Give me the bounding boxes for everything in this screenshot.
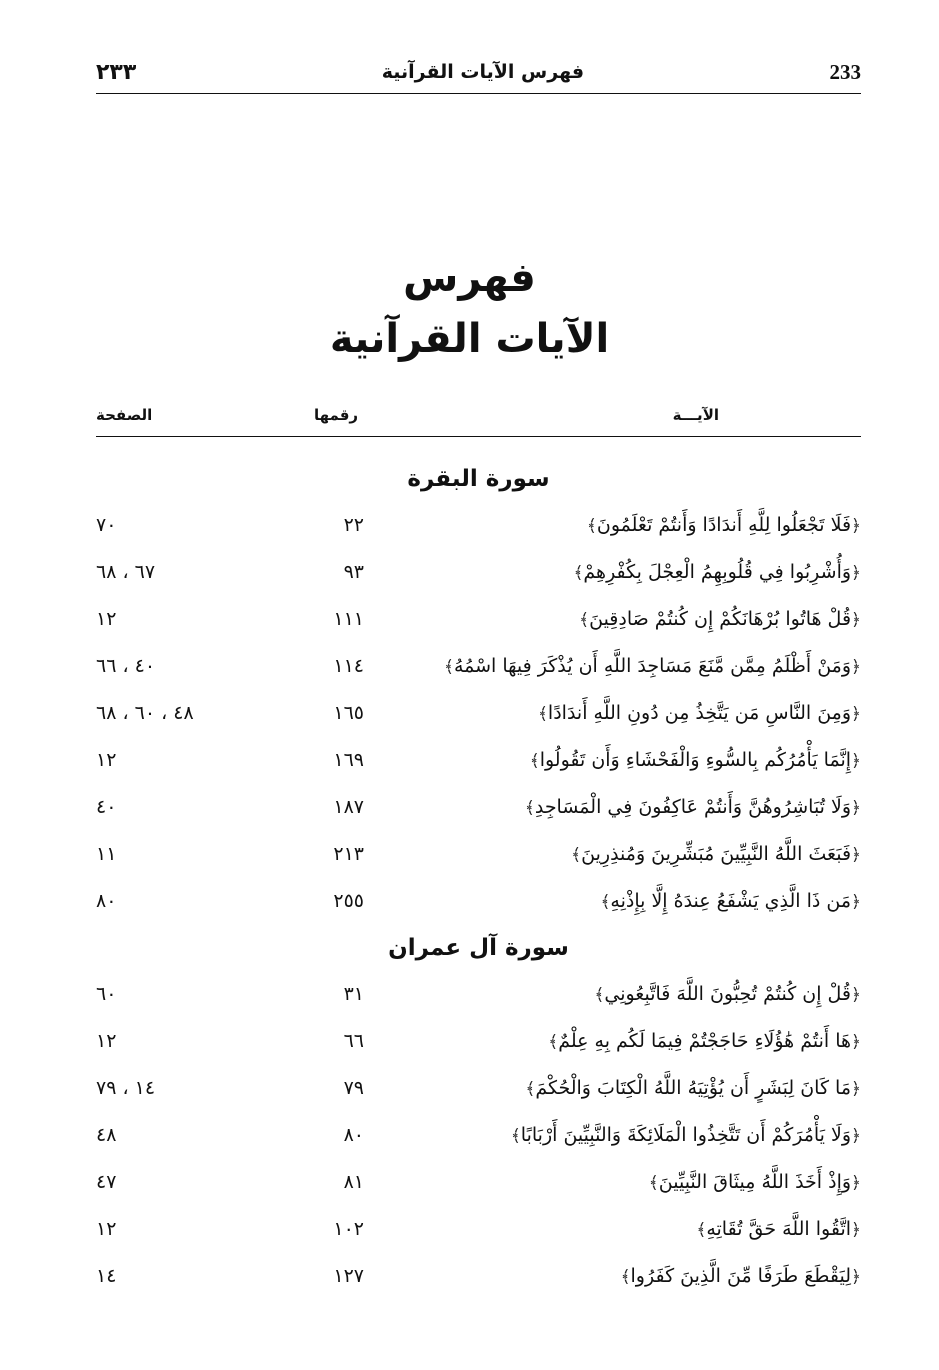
ayah-number: ١٠٢ [333, 1218, 364, 1240]
ayah-number: ٨١ [343, 1171, 364, 1193]
ayah-text [579, 596, 861, 643]
ayah-verse: وَإِذْ أَخَذَ اللَّهُ مِيثَاقَ النَّبِيِّينَ [658, 1171, 852, 1193]
page-references: ٤٠ ، ٦٦ [96, 655, 156, 677]
ornate-bracket-open-icon: ﴿ [851, 1032, 861, 1052]
surah-title: سورة البقرة [407, 466, 550, 492]
page-number-arabic: ٢٣٣ [96, 59, 137, 85]
ayah-verse: إِنَّمَا يَأْمُرُكُم بِالسُّوءِ وَالْفَحْشَاءِ وَأَن تَقُولُوا [539, 749, 852, 771]
ornate-bracket-close-icon: ﴾ [594, 985, 605, 1005]
ayah-verse: فَبَعَثَ اللَّهُ النَّبِيِّينَ مُبَشِّرِينَ وَمُنذِرِينَ [581, 843, 852, 865]
index-row [96, 502, 861, 549]
ornate-bracket-close-icon: ﴾ [620, 1267, 631, 1287]
page-references: ٧٠ [96, 514, 117, 536]
page-references: ١٢ [96, 749, 117, 771]
column-header-ayah: الآيـــة [672, 406, 719, 424]
index-row [96, 831, 861, 878]
index-row [96, 1159, 861, 1206]
ornate-bracket-open-icon: ﴿ [851, 657, 861, 677]
running-header [96, 54, 861, 90]
ayah-verse: وَلَا تُبَاشِرُوهُنَّ وَأَنتُمْ عَاكِفُونَ فِي الْمَسَاجِدِ [534, 796, 852, 818]
index-row [96, 1112, 861, 1159]
index-row [96, 549, 861, 596]
ayah-number: ١٢٧ [333, 1265, 364, 1287]
title-line-2: الآيات القرآنية [329, 316, 610, 362]
index-row [96, 971, 861, 1018]
ayah-number: ١٨٧ [333, 796, 364, 818]
ornate-bracket-open-icon: ﴿ [851, 610, 861, 630]
ornate-bracket-close-icon: ﴾ [524, 798, 535, 818]
header-rule [96, 93, 861, 94]
ornate-bracket-close-icon: ﴾ [443, 657, 454, 677]
page-references: ١٤ ، ٧٩ [96, 1077, 156, 1099]
ayah-text [525, 1065, 861, 1112]
index-row [96, 1206, 861, 1253]
index-row [96, 1253, 861, 1300]
ayah-number: ٦٦ [343, 1030, 364, 1052]
title-line-1: فهرس [403, 255, 536, 301]
page-title [0, 248, 939, 370]
ayah-text [571, 831, 861, 878]
page-references: ٤٠ [96, 796, 117, 818]
ornate-bracket-open-icon: ﴿ [851, 704, 861, 724]
page-references: ٤٧ [96, 1171, 117, 1193]
ornate-bracket-close-icon: ﴾ [696, 1220, 707, 1240]
ayah-number: ١١١ [333, 608, 364, 630]
ayah-text [444, 643, 861, 690]
page-references: ١٢ [96, 1030, 117, 1052]
ornate-bracket-open-icon: ﴿ [851, 798, 861, 818]
ayah-number: ٧٩ [343, 1077, 364, 1099]
index-row [96, 878, 861, 925]
ayah-text [525, 784, 861, 831]
ornate-bracket-open-icon: ﴿ [851, 1173, 861, 1193]
ayah-text [594, 971, 861, 1018]
ayah-text [511, 1112, 861, 1159]
index-row [96, 643, 861, 690]
ayah-text [530, 737, 861, 784]
ayah-number: ٢٢ [343, 514, 364, 536]
page-references: ٤٨ [96, 1124, 117, 1146]
ornate-bracket-open-icon: ﴿ [851, 1079, 861, 1099]
index-row [96, 596, 861, 643]
ornate-bracket-open-icon: ﴿ [851, 751, 861, 771]
ornate-bracket-open-icon: ﴿ [851, 1220, 861, 1240]
ayah-number: ١٦٩ [333, 749, 364, 771]
ayah-number: ١٦٥ [333, 702, 364, 724]
ayah-verse: لِيَقْطَعَ طَرَفًا مِّنَ الَّذِينَ كَفَرُوا [630, 1265, 852, 1287]
page-references: ٨٠ [96, 890, 117, 912]
ornate-bracket-open-icon: ﴿ [851, 845, 861, 865]
ayah-verse: وَلَا يَأْمُرَكُمْ أَن تَتَّخِذُوا الْمَلَائِكَةَ وَالنَّبِيِّينَ أَرْبَابًا [520, 1124, 852, 1146]
page-references: ٤٨ ، ٦٠ ، ٦٨ [96, 702, 194, 724]
column-headers [96, 402, 861, 432]
page-references: ١٤ [96, 1265, 117, 1287]
index-row [96, 737, 861, 784]
ornate-bracket-close-icon: ﴾ [525, 1079, 536, 1099]
ornate-bracket-close-icon: ﴾ [571, 845, 582, 865]
index-row [96, 1018, 861, 1065]
ornate-bracket-close-icon: ﴾ [579, 610, 590, 630]
ornate-bracket-close-icon: ﴾ [648, 1173, 659, 1193]
column-header-page: الصفحة [96, 406, 153, 424]
ayah-verse: وَمَنْ أَظْلَمُ مِمَّن مَّنَعَ مَسَاجِدَ اللَّهِ أَن يُذْكَرَ فِيهَا اسْمُهُ [453, 655, 852, 677]
surah-title: سورة آل عمران [388, 935, 569, 961]
ayah-number: ١١٤ [333, 655, 364, 677]
ayah-verse: قُلْ هَاتُوا بُرْهَانَكُمْ إِن كُنتُمْ صَادِقِينَ [589, 608, 852, 630]
index-table [96, 456, 861, 1300]
ayah-text [573, 549, 861, 596]
page-number-latin: 233 [829, 59, 861, 84]
ayah-number: ٢١٣ [333, 843, 364, 865]
ornate-bracket-close-icon: ﴾ [537, 704, 548, 724]
ornate-bracket-close-icon: ﴾ [529, 751, 540, 771]
ornate-bracket-open-icon: ﴿ [851, 563, 861, 583]
ayah-text [649, 1159, 861, 1206]
column-header-rule [96, 436, 861, 437]
page-references: ١٢ [96, 608, 117, 630]
ornate-bracket-close-icon: ﴾ [600, 892, 611, 912]
ayah-number: ٨٠ [343, 1124, 364, 1146]
ayah-text [696, 1206, 861, 1253]
running-title: فهرس الآيات القرآنية [381, 61, 585, 83]
ayah-number: ٢٥٥ [333, 890, 364, 912]
ayah-number: ٩٣ [343, 561, 364, 583]
ornate-bracket-open-icon: ﴿ [851, 1126, 861, 1146]
page-references: ١١ [96, 843, 117, 865]
ornate-bracket-close-icon: ﴾ [510, 1126, 521, 1146]
ornate-bracket-open-icon: ﴿ [851, 516, 861, 536]
index-row [96, 1065, 861, 1112]
ayah-text [548, 1018, 861, 1065]
index-row [96, 690, 861, 737]
page-references: ٦٧ ، ٦٨ [96, 561, 156, 583]
ayah-verse: قُلْ إِن كُنتُمْ تُحِبُّونَ اللَّهَ فَاتَّبِعُونِي [604, 983, 852, 1005]
ayah-number: ٣١ [343, 983, 364, 1005]
ayah-text [538, 690, 861, 737]
ornate-bracket-close-icon: ﴾ [548, 1032, 559, 1052]
ayah-verse: مَا كَانَ لِبَشَرٍ أَن يُؤْتِيَهُ اللَّهُ الْكِتَابَ وَالْحُكْمَ [535, 1077, 852, 1099]
ornate-bracket-close-icon: ﴾ [586, 516, 597, 536]
ornate-bracket-open-icon: ﴿ [851, 985, 861, 1005]
ayah-verse: فَلَا تَجْعَلُوا لِلَّهِ أَندَادًا وَأَنتُمْ تَعْلَمُونَ [596, 514, 852, 536]
column-header-number: رقمها [314, 406, 359, 424]
ayah-verse: وَأُشْرِبُوا فِي قُلُوبِهِمُ الْعِجْلَ بِكُفْرِهِمْ [583, 561, 852, 583]
ornate-bracket-open-icon: ﴿ [851, 892, 861, 912]
ayah-verse: مَن ذَا الَّذِي يَشْفَعُ عِندَهُ إِلَّا بِإِذْنِهِ [610, 890, 852, 912]
ornate-bracket-open-icon: ﴿ [851, 1267, 861, 1287]
index-row [96, 784, 861, 831]
page-references: ١٢ [96, 1218, 117, 1240]
ayah-verse: وَمِنَ النَّاسِ مَن يَتَّخِذُ مِن دُونِ اللَّهِ أَندَادًا [547, 702, 852, 724]
ayah-text [621, 1253, 861, 1300]
ayah-text [600, 878, 861, 925]
ornate-bracket-close-icon: ﴾ [573, 563, 584, 583]
ayah-text [587, 502, 861, 549]
ayah-verse: هَا أَنتُمْ هَٰؤُلَاءِ حَاجَجْتُمْ فِيمَا لَكُم بِهِ عِلْمٌ [558, 1030, 852, 1052]
ayah-verse: اتَّقُوا اللَّهَ حَقَّ تُقَاتِهِ [706, 1218, 852, 1240]
page-references: ٦٠ [96, 983, 117, 1005]
